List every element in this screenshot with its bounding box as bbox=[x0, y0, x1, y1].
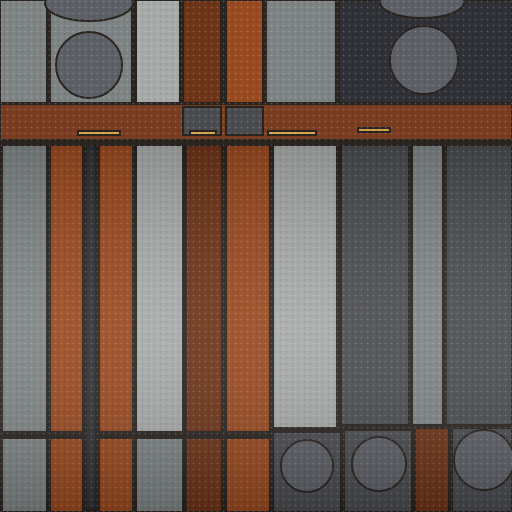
glass-shading-overlay bbox=[0, 145, 512, 512]
